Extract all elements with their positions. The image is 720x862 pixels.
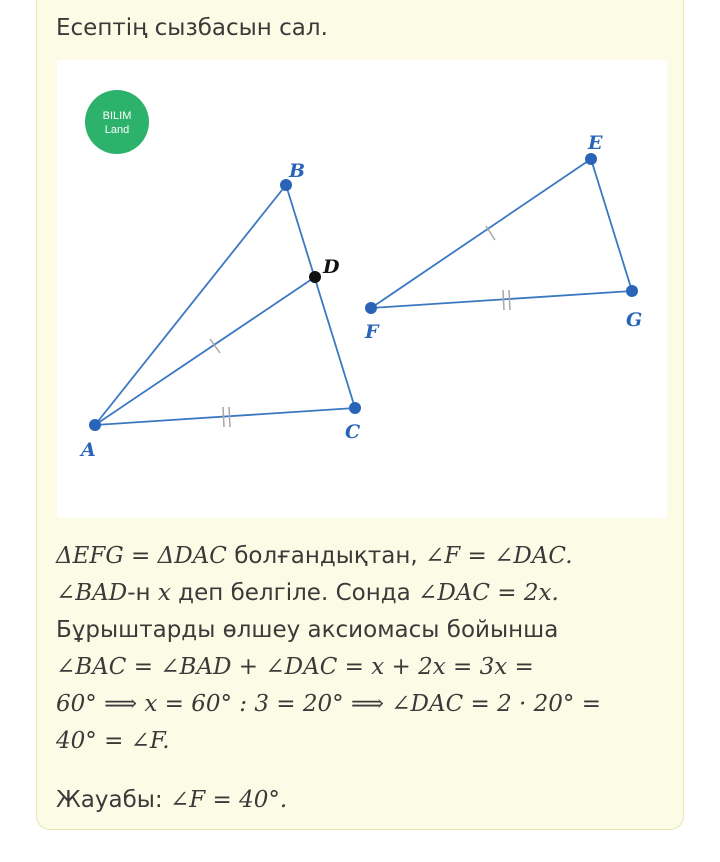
solution-line-1 [56, 538, 668, 575]
segment-fe [371, 159, 591, 308]
tick-ac-double-1 [223, 407, 224, 427]
label-g: G [626, 309, 643, 331]
label-a: A [81, 439, 96, 461]
segment-bc [286, 185, 355, 408]
point-d [309, 271, 321, 283]
label-f: F [365, 321, 379, 343]
solution-line-6: 40° = ∠F. [56, 728, 170, 754]
segment-fg [371, 291, 632, 308]
bilimland-logo [85, 90, 149, 154]
label-e: E [588, 132, 603, 154]
tick-fg-double-1 [503, 290, 504, 310]
point-g [626, 285, 638, 297]
solution-line-5: 60° ⟹ x = 60° : 3 = 20° ⟹ ∠DAC = 2 · 20° = [56, 691, 601, 717]
point-e [585, 153, 597, 165]
text-suffix-n: -н [127, 580, 158, 606]
point-f [365, 302, 377, 314]
question-title: Есептің сызбасын сал. [56, 15, 328, 41]
tick-ac-double-2 [229, 407, 230, 427]
triangles-drawing [57, 60, 667, 518]
logo-text-line1: BILIM [102, 110, 132, 122]
math-angle-dac-2x: ∠DAC = 2x. [418, 580, 559, 606]
tick-fg-double-2 [509, 290, 510, 310]
math-triangles-congruent: ΔEFG = ΔDAC [56, 543, 227, 569]
label-c: C [345, 421, 361, 443]
math-angle-f-equals-dac: ∠F = ∠DAC. [424, 543, 573, 569]
solution-line-4: ∠BAC = ∠BAD + ∠DAC = x + 2x = 3x = [56, 654, 534, 680]
answer-line [56, 783, 287, 817]
geometry-figure [57, 60, 667, 518]
text-since: болғандықтан, [226, 543, 425, 569]
label-d: D [323, 256, 340, 278]
text-denote-then: деп белгіле. Сонда [170, 580, 419, 606]
segment-ad [95, 277, 315, 425]
label-b: B [289, 160, 306, 182]
segment-eg [591, 159, 632, 291]
logo-text-line2: Land [104, 124, 130, 136]
segment-ac [95, 408, 355, 425]
answer-value: ∠F = 40°. [169, 787, 288, 813]
solution-line-3: Бұрыштарды өлшеу аксиомасы бойынша [56, 617, 559, 643]
point-c [349, 402, 361, 414]
solution-text [56, 538, 668, 760]
solution-line-2 [56, 575, 668, 612]
math-x: x [157, 580, 171, 606]
answer-label: Жауабы: [56, 787, 170, 813]
math-angle-bad: ∠BAD [56, 580, 128, 606]
segment-ab [95, 185, 286, 425]
point-a [89, 419, 101, 431]
question-card [36, 0, 684, 830]
